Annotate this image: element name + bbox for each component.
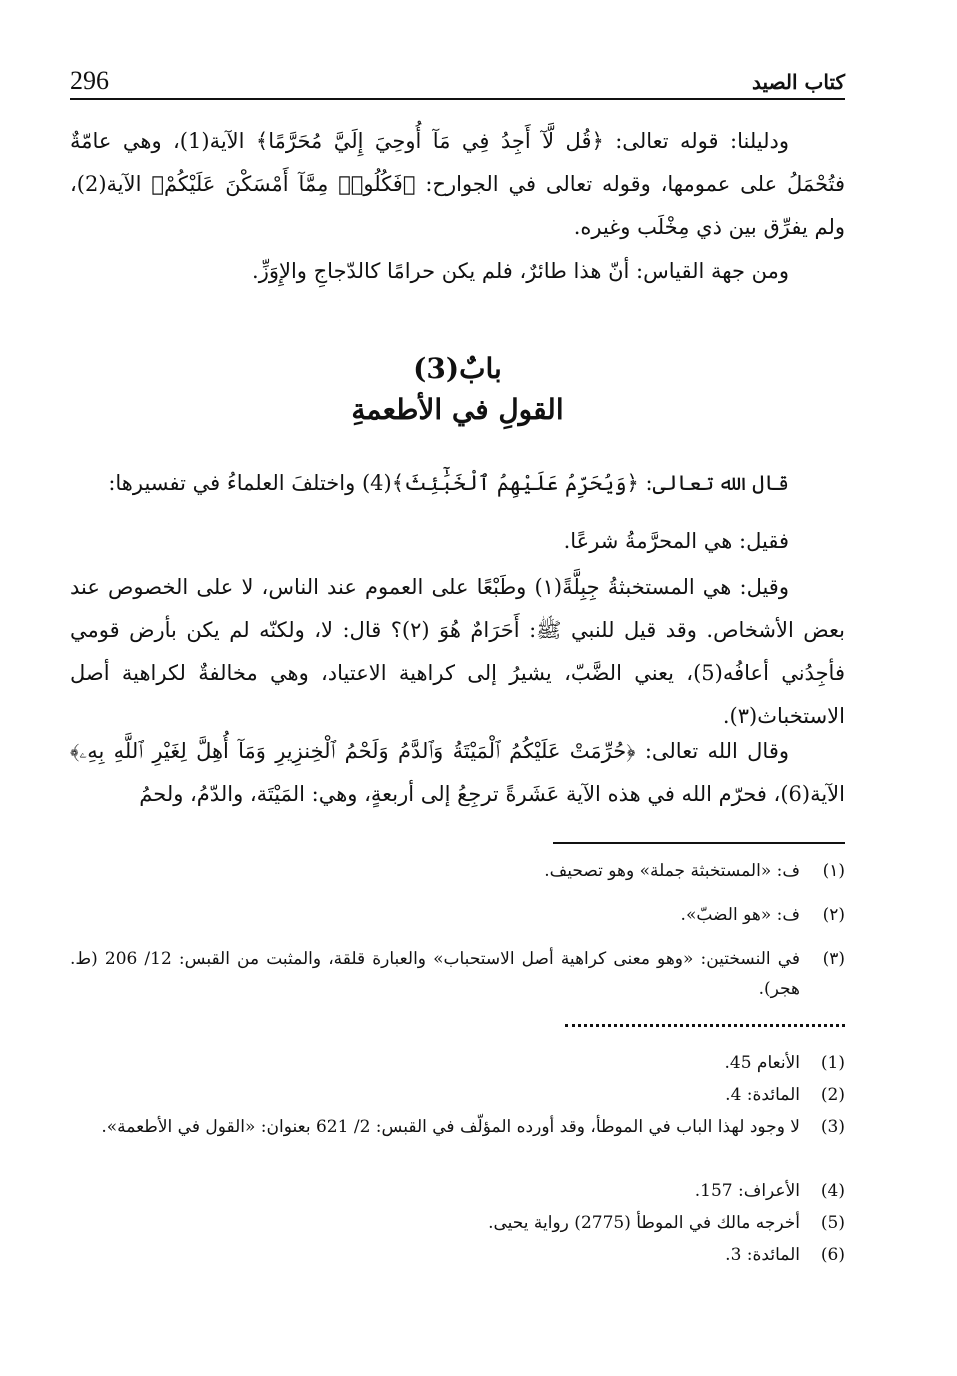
footnote-number: (6) (820, 1245, 845, 1265)
footnote-text: ف: «هو الضبّ». (680, 905, 800, 925)
footnote-number: (1) (820, 1053, 845, 1073)
footnote-item (70, 856, 845, 886)
footnote-number: (3) (820, 1117, 845, 1137)
dotted-separator (565, 1024, 845, 1027)
body-paragraph: فقيل: هي المحرَّمةُ شرعًا. (563, 529, 789, 553)
footnote-text: أخرجه مالك في الموطأ (2775) رواية يحيى. (488, 1213, 800, 1233)
body-paragraph: وقيل: هي المستخبثةُ جِبِلَّةً(١) وطَبْعًا على العموم عند الناس، لا على الخصوص عند بعض الأشخاص. وقد قيل للنبي ﷺ: أَحَرَامٌ هُوَ (٢)؟ قال: لا، ولكنّه لم يكن بأرض قومي فأجِدُني أعافُه(5)، يعني الضَّبّ، يشيرُ إلى كراهية الاعتياد، وهي مخالفةٌ لكراهية أصل الاستخباث(٣). (70, 575, 845, 728)
footnote-item (70, 1048, 845, 1078)
footnote-text: الأعراف: 157. (694, 1181, 800, 1201)
footnote-text: في النسختين: «وهو معنى كراهية أصل الاستحباب» والعبارة قلقة، والمثبت من القبس: 12/ 206 (ط. هجر). (70, 949, 801, 999)
page-header (70, 62, 845, 100)
body-paragraph: قال الله تعالى: ﴿وَيُحَرِّمُ عَلَيْهِمُ ٱلْخَبَٰٓئِثَ﴾(4) واختلفَ العلماءُ في تفسيرها: (108, 471, 789, 495)
footnote-text: المائدة: 3. (725, 1245, 800, 1265)
footnote-item (70, 1112, 845, 1142)
footnote-number: (٢) (822, 905, 845, 925)
footnote-text: لا وجود لهذا الباب في الموطأ، وقد أورده المؤلّف في القبس: 2/ 621 بعنوان: «القول في الأطعمة». (101, 1117, 800, 1137)
footnote-item (70, 1208, 845, 1238)
footnote-number: (2) (820, 1085, 845, 1105)
footnote-item (70, 1176, 845, 1206)
footnote-item (70, 1240, 845, 1270)
chapter-subtitle: القولِ في الأطعمةِ (351, 393, 564, 426)
footnote-item (70, 1080, 845, 1110)
footnote-divider (553, 842, 845, 844)
chapter-title: بابٌ(3) (413, 352, 502, 385)
paragraph-evidence: ودليلنا: قوله تعالى: ﴿قُل لَّآ أَجِدُ فِي مَآ أُوحِيَ إِلَيَّ مُحَرَّمًا﴾ الآية(1)، وهي عامّةٌ فتُحْمَلُ على عمومها، وقوله تعالى في الجوارح: ﴿فَكُلُوا۟ مِمَّآ أَمْسَكْنَ عَلَيْكُمْ﴾ الآية(2)، ولم يفرِّق بين ذي مِخْلَب وغيره. (70, 129, 845, 239)
footnote-number: (٣) (822, 949, 845, 969)
footnote-item (70, 900, 845, 930)
footnote-item (70, 944, 845, 1004)
footnote-text: المائدة: 4. (725, 1085, 800, 1105)
footnote-number: (5) (820, 1213, 845, 1233)
body-paragraph: وقال الله تعالى: ﴿حُرِّمَتْ عَلَيْكُمُ ٱلْمَيْتَةُ وَٱلدَّمُ وَلَحْمُ ٱلْخِنزِيرِ وَمَآ أُهِلَّ لِغَيْرِ ٱللَّهِ بِهِۦ﴾ الآية(6)، فحرّم الله في هذه الآية عَشَرةً ترجِعُ إلى أربعةٍ، وهي: المَيْتَة، والدّمُ، ولحمُ (70, 739, 845, 806)
footnote-number: (١) (822, 861, 845, 881)
paragraph-analogy: ومن جهة القياس: أنّ هذا طائرٌ، فلم يكن حرامًا كالدّجاجِ والإِوَزِّ. (252, 259, 789, 283)
footnote-text: الأنعام 45. (724, 1053, 800, 1073)
footnote-text: ف: «المستخبثة جملة» وهو تصحيف. (544, 861, 800, 881)
page-number: 296 (70, 66, 109, 95)
running-title: كتاب الصيد (752, 70, 845, 94)
footnote-number: (4) (820, 1181, 845, 1201)
